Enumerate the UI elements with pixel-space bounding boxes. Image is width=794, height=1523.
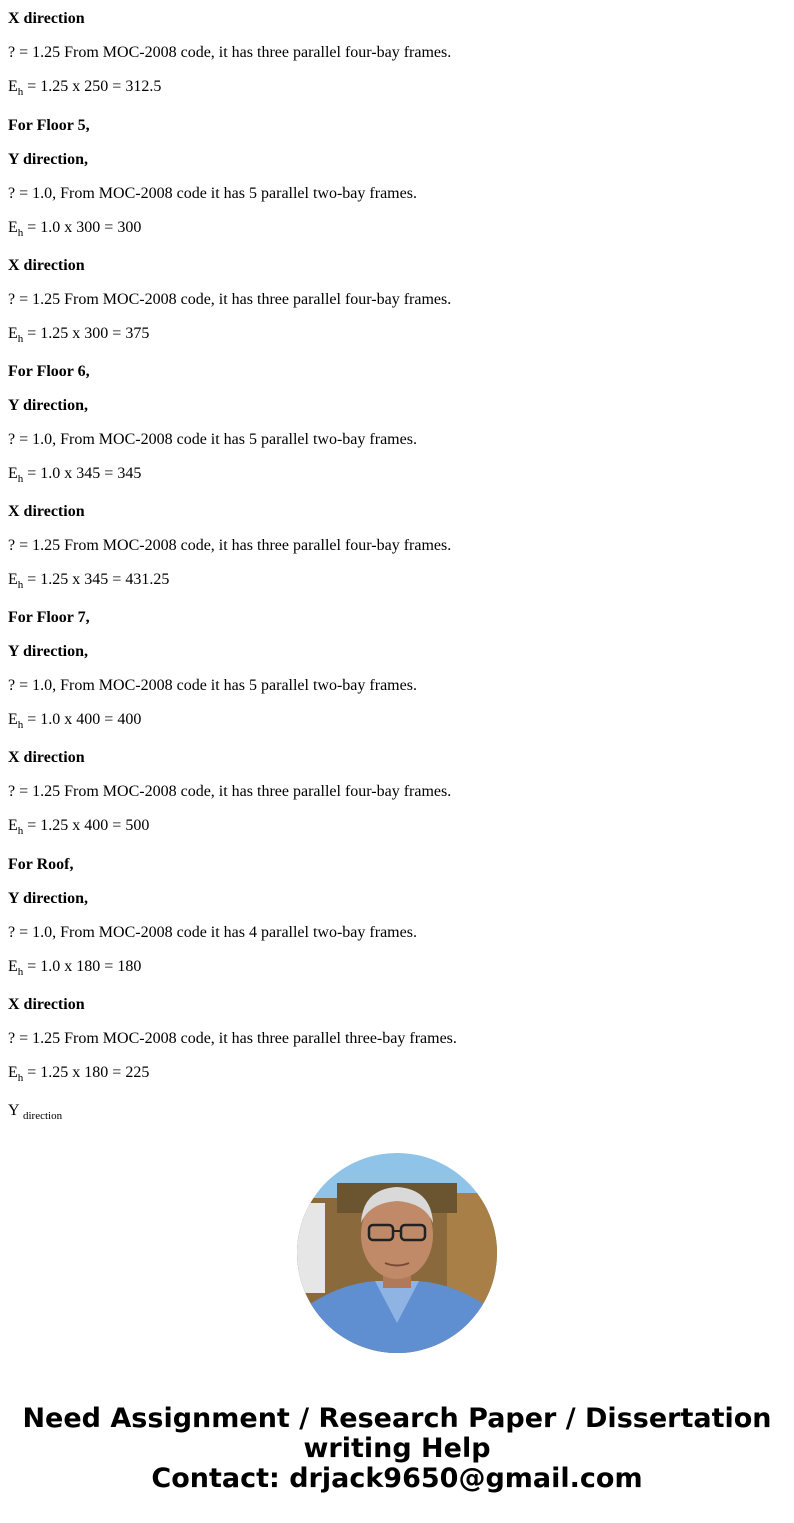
eh-equation: $E_h = 1.25$ x 250 = 312.5 bbox=[8, 78, 162, 98]
floor-heading: For Floor 5, bbox=[8, 117, 90, 134]
promo-contact: Contact: drjack9650@gmail.com bbox=[151, 1463, 643, 1494]
eh-equation: $E_h = 1.0$ x 180 = 180 bbox=[8, 958, 142, 978]
trailing-y-direction: Y $_{direction}$ bbox=[8, 1102, 63, 1122]
eh-equation: $E_h = 1.0$ x 400 = 400 bbox=[8, 711, 142, 731]
factor-line: ? = 1.0, From MOC-2008 code it has 4 parallel two-bay frames. bbox=[8, 924, 417, 941]
y-direction-heading: Y direction, bbox=[8, 890, 88, 907]
x-direction-heading: X direction bbox=[8, 10, 85, 27]
factor-line: ? = 1.25 From MOC-2008 code, it has three parallel four-bay frames. bbox=[8, 537, 452, 554]
floor-heading: For Floor 6, bbox=[8, 363, 90, 380]
factor-line: ? = 1.25 From MOC-2008 code, it has three parallel three-bay frames. bbox=[8, 1030, 457, 1047]
x-direction-heading: X direction bbox=[8, 996, 85, 1013]
x-direction-heading: X direction bbox=[8, 749, 85, 766]
y-direction-heading: Y direction, bbox=[8, 643, 88, 660]
eh-equation: $E_h = 1.0$ x 345 = 345 bbox=[8, 465, 142, 485]
promo-line-1: Need Assignment / Research Paper / Dissertation bbox=[22, 1403, 772, 1434]
x-direction-heading: X direction bbox=[8, 503, 85, 520]
factor-line: ? = 1.0, From MOC-2008 code it has 5 parallel two-bay frames. bbox=[8, 185, 417, 202]
floor-heading: For Floor 7, bbox=[8, 609, 90, 626]
floor-heading: For Roof, bbox=[8, 856, 74, 873]
factor-line: ? = 1.25 From MOC-2008 code, it has three parallel four-bay frames. bbox=[8, 783, 452, 800]
eh-equation: $E_h = 1.25$ x 345 = 431.25 bbox=[8, 571, 170, 591]
factor-line: ? = 1.0, From MOC-2008 code it has 5 parallel two-bay frames. bbox=[8, 431, 417, 448]
eh-equation: $E_h = 1.25$ x 180 = 225 bbox=[8, 1064, 150, 1084]
promo-banner bbox=[0, 1404, 794, 1494]
promo-line-2: writing Help bbox=[303, 1433, 491, 1464]
eh-equation: $E_h = 1.25$ x 300 = 375 bbox=[8, 325, 150, 345]
eh-equation: $E_h = 1.25$ x 400 = 500 bbox=[8, 817, 150, 837]
y-direction-heading: Y direction, bbox=[8, 151, 88, 168]
x-direction-heading: X direction bbox=[8, 257, 85, 274]
author-avatar bbox=[297, 1153, 497, 1353]
factor-line: ? = 1.25 From MOC-2008 code, it has three parallel four-bay frames. bbox=[8, 291, 452, 308]
y-direction-heading: Y direction, bbox=[8, 397, 88, 414]
author-portrait-image bbox=[297, 1153, 497, 1353]
factor-line: ? = 1.0, From MOC-2008 code it has 5 parallel two-bay frames. bbox=[8, 677, 417, 694]
factor-line: ? = 1.25 From MOC-2008 code, it has three parallel four-bay frames. bbox=[8, 44, 452, 61]
eh-equation: $E_h = 1.0$ x 300 = 300 bbox=[8, 219, 142, 239]
